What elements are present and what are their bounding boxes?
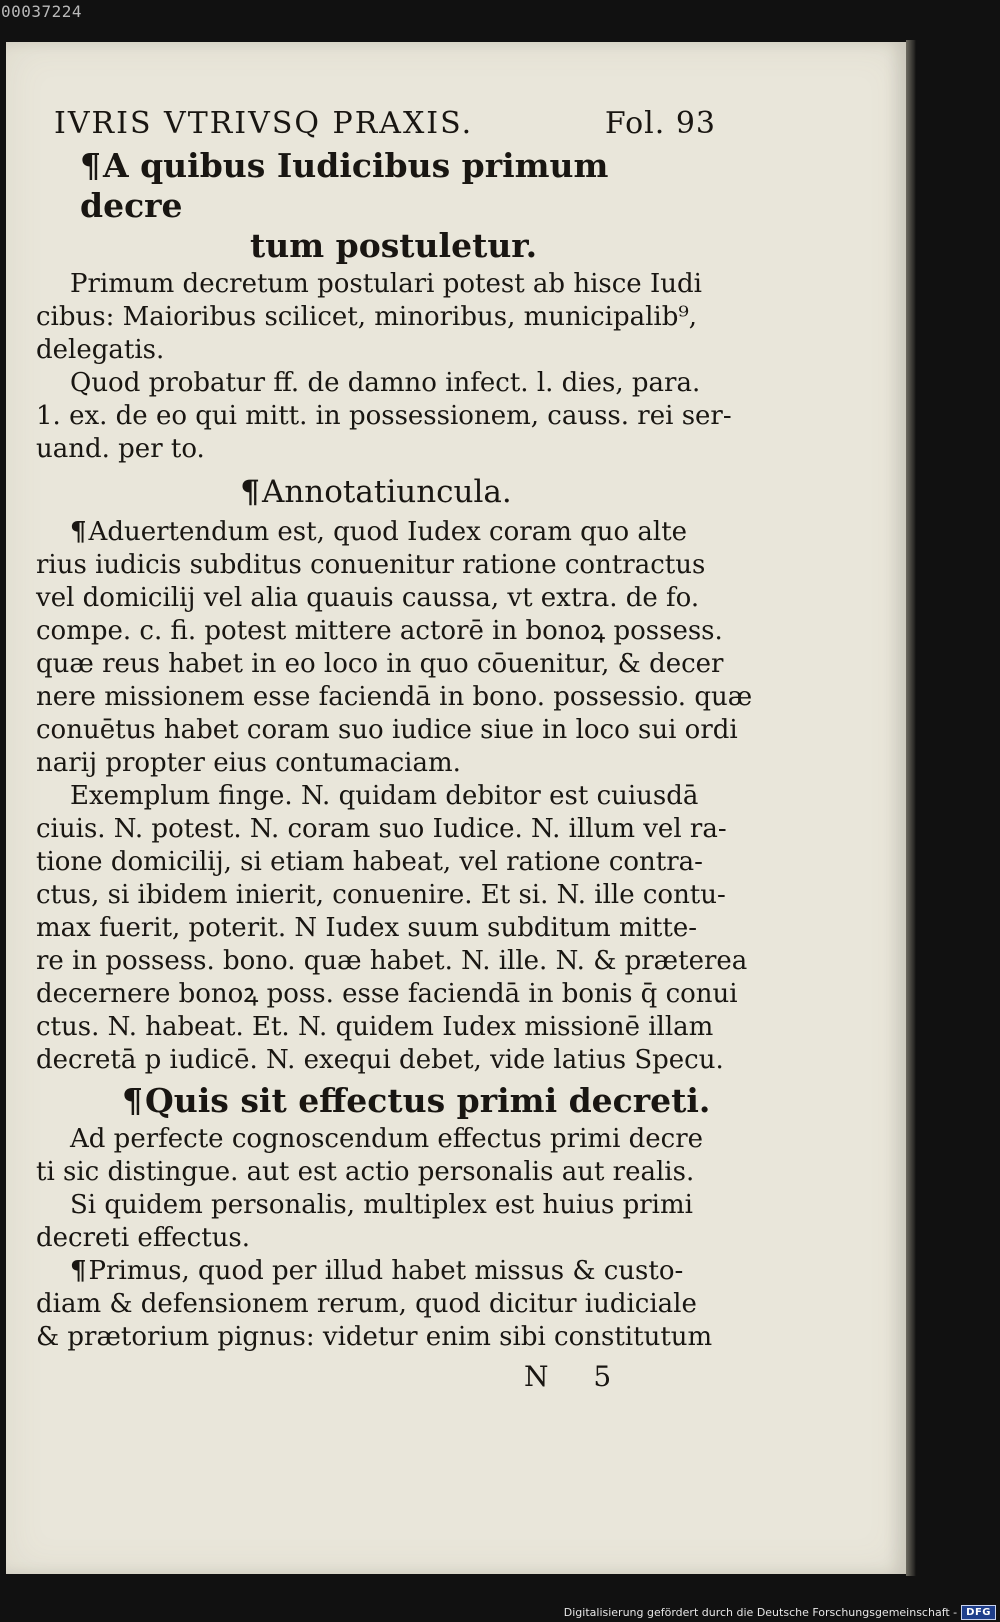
paragraph-mark-icon: ¶ [122, 1081, 143, 1120]
text-line: ¶Primus, quod per illud habet missus & custo- [70, 1256, 684, 1286]
text-line: tione domicilij, si etiam habeat, vel ratione contra- [36, 847, 703, 877]
section-heading-line: tum postuletur. [250, 226, 538, 265]
paragraph-6 [36, 1189, 716, 1255]
running-head-title: IVRIS VTRIVSQ PRAXIS. [54, 106, 474, 141]
paragraph-1 [36, 268, 716, 367]
text-line: ¶Aduertendum est, quod Iudex coram quo alte [70, 517, 688, 547]
dfg-logo: DFG [961, 1605, 996, 1620]
text-line: diam & defensionem rerum, quod dicitur iudiciale [36, 1289, 697, 1319]
running-head [36, 107, 716, 140]
folio-number: Fol. 93 [604, 106, 716, 141]
text-line: decretā p iudicē. N. exequi debet, vide latius Specu. [36, 1045, 724, 1075]
paragraph-3 [36, 516, 753, 780]
annotation-heading [36, 472, 716, 512]
text-line: ctus. N. habeat. Et. N. quidem Iudex missionē illam [36, 1012, 714, 1042]
text-line: delegatis. [36, 335, 165, 365]
text-line: vel domicilij vel alia quauis caussa, vt extra. de fo. [36, 583, 700, 613]
paragraph-7 [36, 1255, 716, 1354]
book-page [6, 42, 906, 1574]
text-line: ciuis. N. potest. N. coram suo Iudice. N. illum vel ra- [36, 814, 727, 844]
text-line: compe. c. fi. potest mittere actorē in bonoꝝ possess. [36, 616, 723, 646]
annotation-heading-text: Annotatiuncula. [261, 474, 512, 510]
text-line: nere missionem esse faciendā in bono. possessio. quæ [36, 682, 753, 712]
text-line: Si quidem personalis, multiplex est huius primi [70, 1190, 693, 1220]
paragraph-mark-icon: ¶ [240, 474, 260, 510]
section-heading-1 [36, 146, 716, 266]
page-text [36, 106, 753, 1393]
paragraph-5 [36, 1123, 716, 1189]
text-line: Primum decretum postulari potest ab hisce Iudi [70, 269, 702, 299]
text-line: Exemplum finge. N. quidam debitor est cuiusdā [70, 781, 699, 811]
text-line: quæ reus habet in eo loco in quo cōuenitur, & decer [36, 649, 724, 679]
section-heading-2 [36, 1081, 716, 1121]
text-line: ti sic distingue. aut est actio personalis aut realis. [36, 1157, 695, 1187]
paragraph-4 [36, 780, 748, 1077]
text-line: cibus: Maioribus scilicet, minoribus, municipalib⁹, [36, 302, 698, 332]
section-heading-text: Quis sit effectus primi decreti. [145, 1081, 711, 1120]
page-edge-shadow [906, 40, 916, 1576]
signature-mark: N 5 [524, 1360, 630, 1393]
text-line: rius iudicis subditus conuenitur ratione contractus [36, 550, 706, 580]
text-line: decernere bonoꝝ poss. esse faciendā in bonis q̄ conui [36, 979, 738, 1009]
digitization-footer [564, 1605, 996, 1620]
text-line: & prætorium pignus: videtur enim sibi constitutum [36, 1322, 713, 1352]
section-heading-line: A quibus Iudicibus primum decre [80, 146, 609, 225]
text-line: decreti effectus. [36, 1223, 251, 1253]
text-line: re in possess. bono. quæ habet. N. ille. N. & præterea [36, 946, 748, 976]
text-line: uand. per to. [36, 434, 205, 464]
text-line: narij propter eius contumaciam. [36, 748, 461, 778]
text-line: Quod probatur ff. de damno infect. l. dies, para. [70, 368, 701, 398]
paragraph-mark-icon: ¶ [70, 517, 87, 547]
paragraph-mark-icon: ¶ [70, 1256, 87, 1286]
text-line: max fuerit, poterit. N Iudex suum subditum mitte- [36, 913, 697, 943]
scan-id-label: 00037224 [1, 2, 83, 21]
text-line: Ad perfecte cognoscendum effectus primi decre [70, 1124, 704, 1154]
paragraph-mark-icon: ¶ [80, 146, 101, 185]
footer-credit-text: Digitalisierung gefördert durch die Deutsche Forschungsgemeinschaft - [563, 1606, 958, 1619]
text-line: conuētus habet coram suo iudice siue in loco sui ordi [36, 715, 738, 745]
text-line: ctus, si ibidem inierit, conuenire. Et si. N. ille contu- [36, 880, 726, 910]
text-line: 1. ex. de eo qui mitt. in possessionem, causs. rei ser- [36, 401, 732, 431]
paragraph-2 [36, 367, 732, 466]
